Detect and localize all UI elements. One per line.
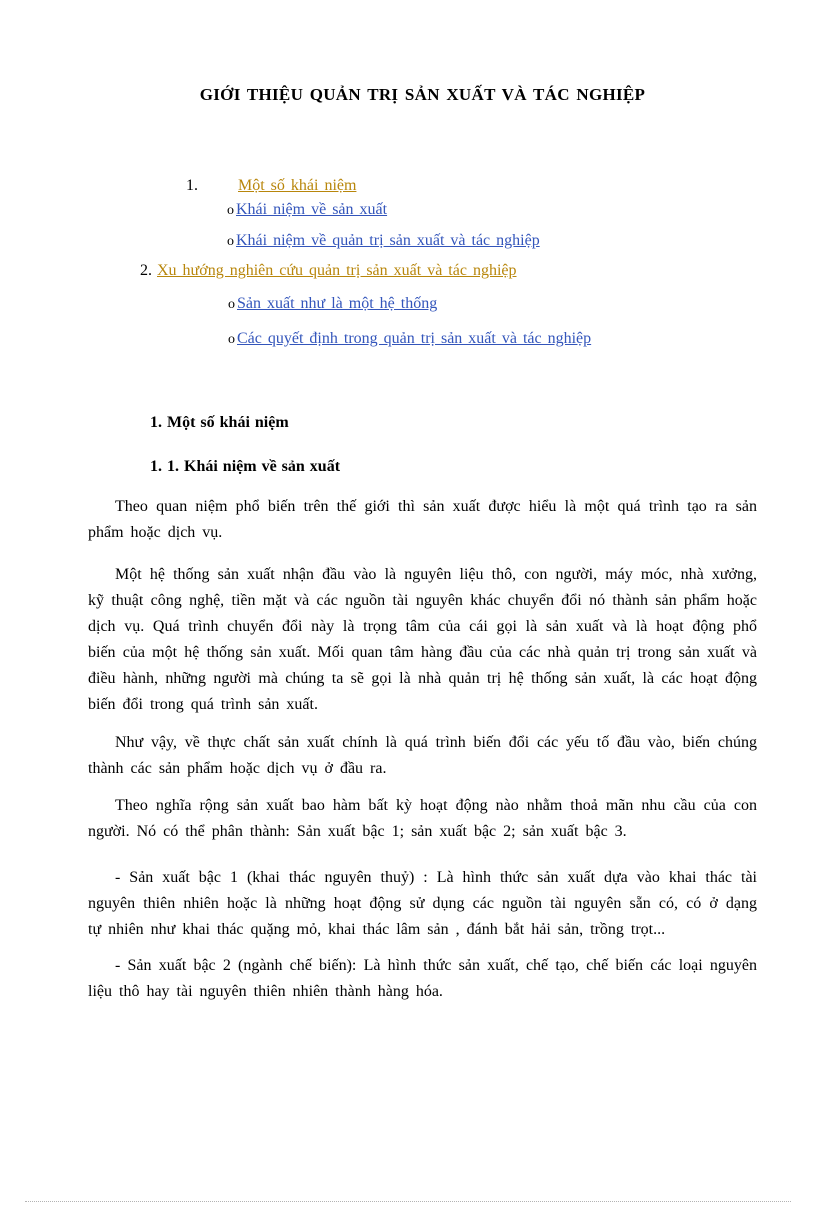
toc-item-number: 2. (140, 262, 152, 279)
toc-link-cac-quyet-dinh[interactable]: Các quyết định trong quản trị sản xuất và tác nghiệp (237, 330, 592, 347)
table-of-contents (88, 175, 757, 350)
paragraph: Theo quan niệm phổ biến trên thế giới thì sản xuất được hiểu là một quá trình tạo ra sản phẩm hoặc dịch vụ. (88, 498, 757, 541)
document-body (88, 494, 757, 1005)
section-heading-1-1: 1. 1. Khái niệm về sản xuất (150, 458, 341, 475)
paragraph: - Sản xuất bậc 2 (ngành chế biến): Là hình thức sản xuất, chế tạo, chế biến các loại nguyên liệu thô hay tài nguyên thiên nhiên thành hàng hóa. (88, 957, 757, 1000)
document-page (0, 84, 816, 1207)
toc-item-1-2 (227, 230, 757, 252)
toc-item-1-1 (227, 199, 757, 221)
toc-link-khai-niem-ve-quan-tri[interactable]: Khái niệm về quản trị sản xuất và tác nghiệp (236, 232, 540, 249)
paragraph: Một hệ thống sản xuất nhận đầu vào là nguyên liệu thô, con người, máy móc, nhà xưởng, kỹ thuật công nghệ, tiền mặt và các nguồn tài nguyên khác chuyển đổi nó thành sản phẩm hoặc dịch vụ. Quá trình chuyển đổi này là trọng tâm của cái gọi là sản xuất và là hoạt động phổ biến của một hệ thống sản xuất. Mối quan tâm hàng đầu của các nhà quản trị trong sản xuất và điều hành, những người mà chúng ta sẽ gọi là nhà quản trị hệ thống sản xuất, là các hoạt động biến đổi trong quá trình sản xuất. (88, 566, 757, 713)
circle-bullet-icon: o (227, 234, 234, 249)
toc-item-2-2 (228, 328, 757, 350)
toc-link-khai-niem-ve-san-xuat[interactable]: Khái niệm về sản xuất (236, 201, 388, 218)
document-title: GIỚI THIỆU QUẢN TRỊ SẢN XUẤT VÀ TÁC NGHIỆP (199, 85, 646, 104)
circle-bullet-icon: o (227, 203, 234, 218)
toc-link-mot-so-khai-niem[interactable]: Một số khái niệm (238, 177, 357, 194)
paragraph: - Sản xuất bậc 1 (khai thác nguyên thuỷ) : Là hình thức sản xuất dựa vào khai thác tài nguyên thiên nhiên hoặc là những hoạt động sử dụng các nguồn tài nguyên sẵn có, có ở dạng tự nhiên như khai thác quặng mỏ, khai thác lâm sản , đánh bắt hải sản, trồng trọt... (88, 869, 757, 938)
toc-item-2-1 (228, 293, 757, 315)
toc-item-2 (140, 260, 757, 281)
paragraph: Theo nghĩa rộng sản xuất bao hàm bất kỳ hoạt động nào nhằm thoả mãn nhu cầu của con người. Nó có thể phân thành: Sản xuất bậc 1; sản xuất bậc 2; sản xuất bậc 3. (88, 797, 757, 840)
page-bottom-dotted-line (25, 1201, 791, 1202)
toc-item-1 (186, 175, 757, 196)
section-heading-1: 1. Một số khái niệm (150, 414, 289, 431)
circle-bullet-icon: o (228, 332, 235, 347)
paragraph: Như vậy, về thực chất sản xuất chính là quá trình biến đổi các yếu tố đầu vào, biến chúng thành các sản phẩm hoặc dịch vụ ở đầu ra. (88, 734, 757, 777)
toc-link-xu-huong-nghien-cuu[interactable]: Xu hướng nghiên cứu quản trị sản xuất và tác nghiệp (157, 262, 517, 279)
toc-link-san-xuat-he-thong[interactable]: Sản xuất như là một hệ thống (237, 295, 438, 312)
circle-bullet-icon: o (228, 297, 235, 312)
toc-item-number: 1. (186, 177, 198, 194)
